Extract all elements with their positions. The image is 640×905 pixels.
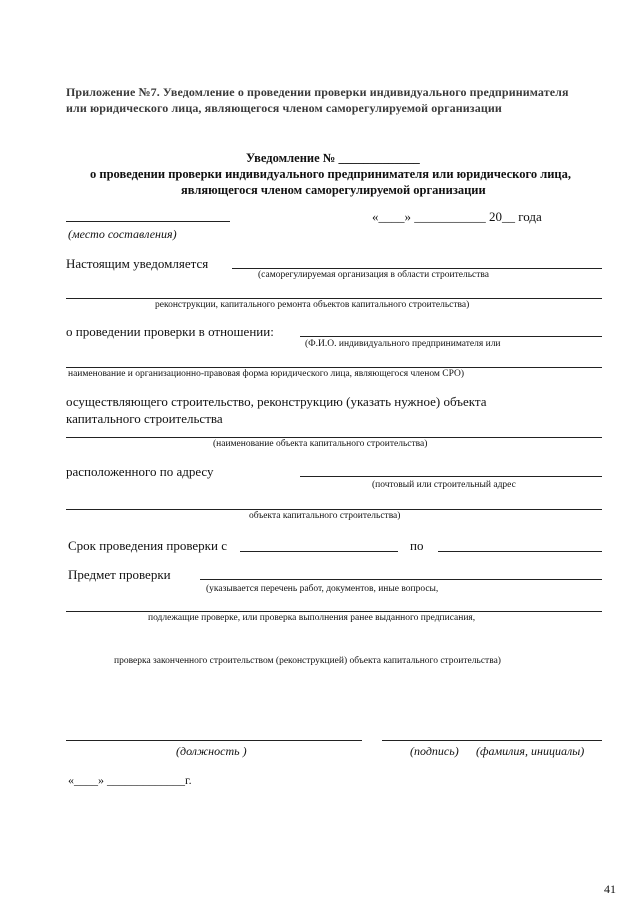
subject-label: о проведении проверки в отношении: [66,324,274,339]
appendix-header-line2: или юридического лица, являющегося членом саморегулируемой организации [66,101,502,115]
notice-subtitle-line2: являющегося членом саморегулируемой организации [181,183,486,197]
scope-caption3: проверка законченного строительством (реконструкцией) объекта капитального строительства) [114,656,501,666]
scope-blank-2[interactable] [66,611,602,612]
address-caption2: объекта капитального строительства) [249,511,401,521]
scope-caption2: подлежащие проверке, или проверка выполнения ранее выданного предписания, [148,613,476,623]
period-to-blank[interactable] [438,551,602,552]
position-caption: (должность ) [176,744,247,758]
period-to-label: по [410,538,424,553]
sign-caption: (подпись) [410,744,459,758]
scope-caption1: (указывается перечень работ, документов, иные вопросы, [206,584,439,594]
sro-blank-2[interactable] [66,298,602,299]
date-field[interactable]: «____» ___________ 20__ года [372,209,542,224]
subject-blank-2[interactable] [66,367,602,368]
address-blank[interactable] [300,476,602,477]
period-from-blank[interactable] [240,551,398,552]
scope-blank[interactable] [200,579,602,580]
object-blank[interactable] [66,437,602,438]
address-caption1: (почтовый или строительный адрес [372,480,516,490]
notice-subtitle-line1: о проведении проверки индивидуального предпринимателя или юридического лица, [90,167,571,181]
notify-label: Настоящим уведомляется [66,256,209,271]
activity-line2: капитального строительства [66,411,223,426]
appendix-header-line1: Приложение №7. Уведомление о проведении проверки индивидуального предпринимателя [66,85,569,99]
position-blank[interactable] [66,740,362,741]
name-caption: (фамилия, инициалы) [476,744,585,758]
period-label: Срок проведения проверки с [68,538,227,553]
address-blank-2[interactable] [66,509,602,510]
object-caption: (наименование объекта капитального строительства) [213,439,428,449]
signature-blank[interactable] [382,740,602,741]
notice-title: Уведомление № _____________ [246,151,420,165]
place-blank[interactable] [66,221,230,222]
footer-date[interactable]: «____» _____________г. [68,773,192,787]
scope-label: Предмет проверки [68,567,171,582]
sro-caption1: (саморегулируемая организация в области строительства [258,270,489,280]
subject-blank[interactable] [300,336,602,337]
sro-blank[interactable] [232,268,602,269]
subject-caption2: наименование и организационно-правовая форма юридического лица, являющегося членом СРО) [68,369,465,379]
address-label: расположенного по адресу [66,464,214,479]
subject-caption1: (Ф.И.О. индивидуального предпринимателя или [305,339,501,349]
sro-caption2: реконструкции, капитального ремонта объектов капитального строительства) [155,300,470,310]
activity-line1: осуществляющего строительство, реконструкцию (указать нужное) объекта [66,394,487,409]
page-number: 41 [604,882,616,896]
place-caption: (место составления) [68,227,177,241]
